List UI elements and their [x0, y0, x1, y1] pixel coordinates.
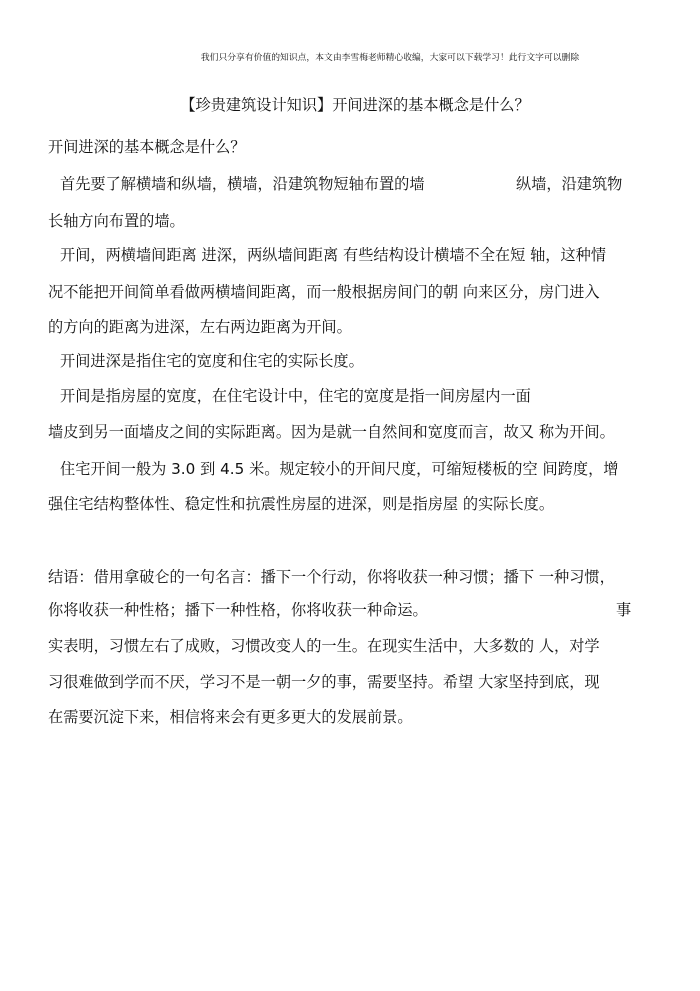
- para5-line2: 强住宅结构整体性、稳定性和抗震性房屋的进深，则是指房屋 的实际长度。: [48, 495, 555, 513]
- conclusion-line3: 实表明，习惯左右了成败，习惯改变人的一生。在现实生活中，大多数的 人，对学: [48, 637, 600, 655]
- para5-line1: 住宅开间一般为 3.0 到 4.5 米。规定较小的开间尺度，可缩短楼板的空 间跨度，增: [60, 460, 619, 478]
- para2-line2: 况不能把开间简单看做两横墙间距离，而一般根据房间门的朝 向来区分，房门进入: [48, 283, 600, 301]
- conclusion-line2-a: 你将收获一种性格；播下一种性格，你将收获一种命运。: [48, 601, 428, 619]
- conclusion-line5: 在需要沉淀下来，相信将来会有更多更大的发展前景。: [48, 708, 413, 726]
- para1-line1-b: 纵墙，沿建筑物: [516, 175, 623, 193]
- conclusion-line1: 结语：借用拿破仑的一句名言：播下一个行动，你将收获一种习惯；播下 一种习惯，: [48, 568, 615, 586]
- para1-line2: 长轴方向布置的墙。: [48, 212, 185, 230]
- conclusion-line4: 习很难做到学而不厌，学习不是一朝一夕的事，需要坚持。希望 大家坚持到底，现: [48, 673, 600, 691]
- para4-line2: 墙皮到另一面墙皮之间的实际距离。因为是就一自然间和宽度而言，故又 称为开间。: [48, 423, 615, 441]
- document-title: 【珍贵建筑设计知识】开间进深的基本概念是什么？: [180, 96, 530, 114]
- para3: 开间进深是指住宅的宽度和住宅的实际长度。: [60, 352, 364, 370]
- header-note: 我们只分享有价值的知识点，本文由李雪梅老师精心收编，大家可以下载学习！此行文字可以删除: [200, 53, 580, 63]
- question-heading: 开间进深的基本概念是什么？: [48, 138, 246, 156]
- para2-line1: 开间，两横墙间距离 进深，两纵墙间距离 有些结构设计横墙不全在短 轴，这种情: [60, 246, 607, 264]
- para2-line3: 的方向的距离为进深，左右两边距离为开间。: [48, 318, 352, 336]
- para1-line1-a: 首先要了解横墙和纵墙，横墙，沿建筑物短轴布置的墙: [60, 175, 425, 193]
- conclusion-line2-b: 事: [616, 601, 632, 619]
- para4-line1: 开间是指房屋的宽度，在住宅设计中，住宅的宽度是指一间房屋内一面: [60, 387, 531, 405]
